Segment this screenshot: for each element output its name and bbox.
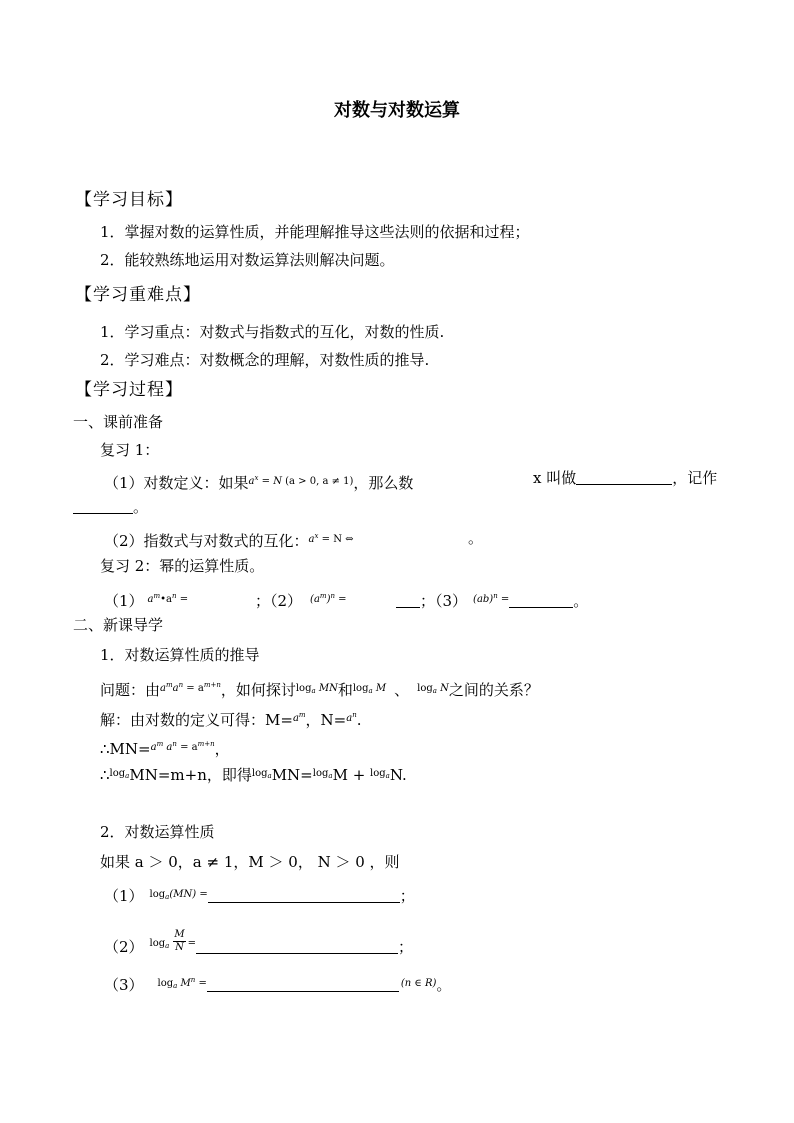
- math-exp-product: aman = am+n: [160, 681, 221, 694]
- key-point-1: 1．学习重点：对数式与指数式的互化，对数的性质.: [100, 323, 445, 341]
- text: 。: [133, 498, 149, 516]
- math-log-mn: loga(MN) =: [149, 889, 208, 901]
- math-log: loga: [251, 768, 272, 780]
- answer-blank[interactable]: [396, 593, 420, 608]
- text: （1）对数定义：如果: [104, 474, 249, 492]
- math-a-n: an: [346, 711, 357, 724]
- text: ，记作: [672, 469, 718, 487]
- section-heading-process: 【学习过程】: [75, 380, 183, 400]
- sub-heading-properties: 2．对数运算性质: [100, 823, 215, 841]
- therefore-line-2: ∴$^{log_a}$MN=m+n，即得$^{log_a}$MN=$^{log_a}$M + $^{log_a}$N.: [100, 766, 407, 784]
- review-2-p2: ；（2） $^{(a^m)^n =}$: [255, 592, 347, 610]
- text: x 叫做: [533, 469, 577, 487]
- math-definition: ax = N (a > 0, a ≠ 1): [248, 474, 354, 487]
- review-2-p3: ；（3） $^{(ab)^n =}$ 。: [396, 586, 588, 611]
- answer-blank[interactable]: [208, 888, 400, 903]
- math-exp-product: am an = am+n: [150, 740, 215, 753]
- math-log: loga: [312, 768, 333, 780]
- goal-item-1: 1．掌握对数的运算性质，并能理解推导这些法则的依据和过程；: [100, 223, 530, 241]
- review-2-p1: （1） $^{a^m•a^n =}$: [104, 592, 189, 610]
- property-1: （1） $^{log_a(MN) =}$ ；: [104, 887, 415, 905]
- math-a-m: am: [292, 711, 306, 724]
- math-conversion: ax = N ⇔: [308, 532, 354, 545]
- math-log-power: loga Mn =: [157, 976, 207, 990]
- answer-blank[interactable]: [196, 939, 398, 954]
- fraction: $\frac{M}{N}$: [174, 928, 185, 953]
- review-1-q1: [104, 468, 413, 493]
- review-2-label: 复习 2：幂的运算性质。: [100, 557, 265, 575]
- condition-line: 如果 a ＞ 0，a ≠ 1，M ＞ 0， N ＞ 0 ，则: [100, 853, 400, 871]
- part-heading-new: 二、新课导学: [73, 616, 164, 634]
- solution-line: 解：由对数的定义可得：M=$^{a^m}$，N=$^{a^n}$.: [100, 711, 362, 729]
- math-log-mn: loga MN: [295, 683, 338, 695]
- review-1-q2: [104, 526, 354, 551]
- property-3: （3） $^{log_a M^n =}$ $^{(n \in R)}$。: [104, 976, 452, 994]
- math-log-m: loga M: [352, 683, 387, 695]
- math-power: (am)n =: [310, 592, 347, 605]
- answer-blank[interactable]: [576, 470, 672, 485]
- question-line: 问题：由$^{a^ma^n = a^{m+n}}$，如何探讨$^{log_a MN}$和$^{log_a M}$ 、 $^{log_a N}$之间的关系？: [100, 681, 539, 699]
- math-product: am•an =: [147, 592, 189, 605]
- text: （2）指数式与对数式的互化：: [104, 532, 309, 550]
- review-1-q1-line2: [73, 497, 148, 517]
- answer-blank[interactable]: [207, 977, 399, 992]
- math-log: loga: [109, 768, 130, 780]
- math-log-fraction: loga: [149, 938, 170, 950]
- review-1-q1-cont: [533, 468, 717, 488]
- section-heading-goals: 【学习目标】: [75, 190, 183, 210]
- math-log-n: loga N: [417, 683, 449, 695]
- math-log: loga: [370, 768, 390, 780]
- answer-blank[interactable]: [509, 593, 573, 608]
- math-condition: (n ∈ R): [400, 978, 437, 989]
- property-2: （2） $^{log_a}$ $\frac{M}{N}$ = ；: [104, 928, 414, 956]
- review-1-label: 复习 1：: [100, 441, 160, 459]
- section-heading-key-points: 【学习重难点】: [75, 285, 201, 305]
- text: ，那么数: [353, 474, 414, 492]
- goal-item-2: 2．能较熟练地运用对数运算法则解决问题。: [100, 251, 395, 269]
- page-title: 对数与对数运算: [334, 100, 460, 121]
- therefore-line-1: ∴MN=$^{a^m a^n = a^{m+n}}$，: [100, 740, 230, 758]
- sub-heading-derivation: 1．对数运算性质的推导: [100, 646, 260, 664]
- review-1-q2-end: 。: [468, 529, 484, 547]
- math-ab-power: (ab)n =: [473, 592, 510, 605]
- part-heading-prep: 一、课前准备: [73, 413, 164, 431]
- key-point-2: 2．学习难点：对数概念的理解，对数性质的推导.: [100, 351, 430, 369]
- answer-blank[interactable]: [73, 499, 133, 514]
